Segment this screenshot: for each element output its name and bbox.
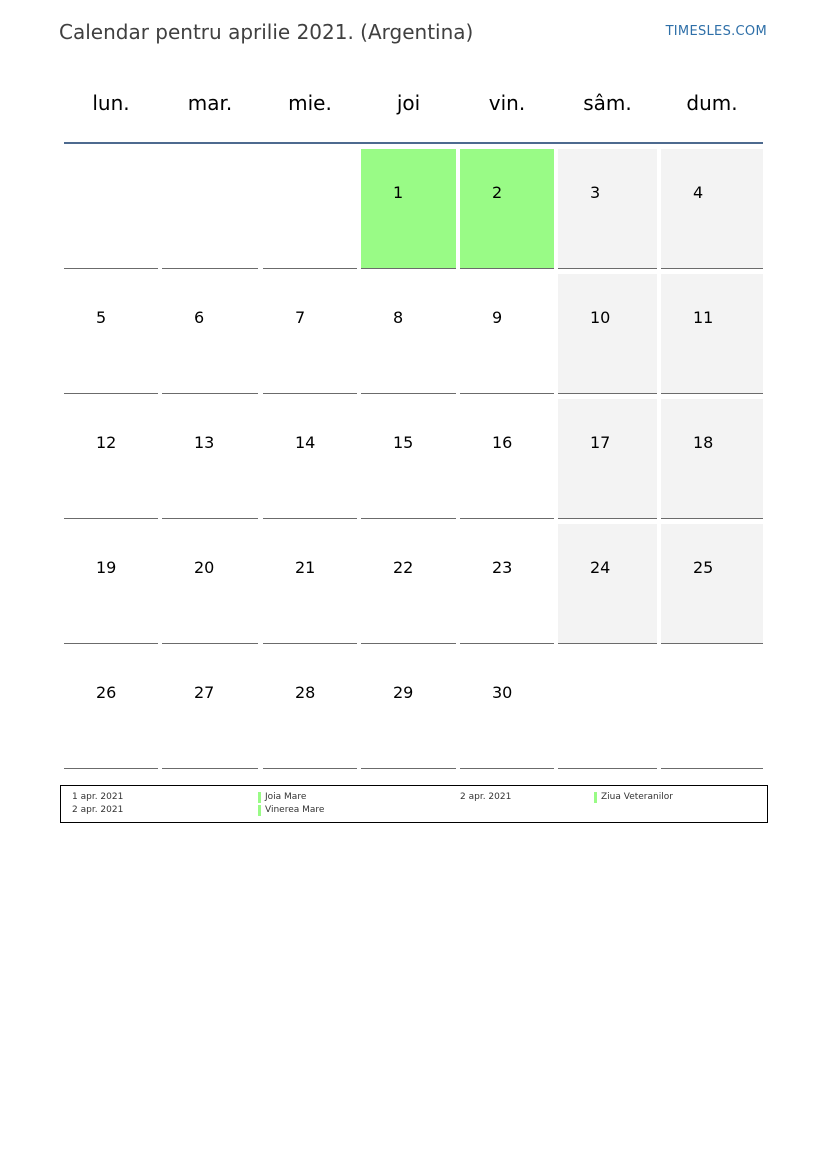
weekday-wednesday: mie. [288, 91, 332, 115]
holiday-day-cell [460, 149, 554, 269]
weekday-tuesday: mar. [187, 91, 233, 115]
day-cell [460, 524, 554, 644]
legend-item-name: Joia Mare [265, 792, 307, 802]
day-cell [361, 274, 456, 394]
day-cell [64, 524, 158, 644]
day-cell [558, 149, 657, 269]
day-cell [558, 274, 657, 394]
empty-day-cell [263, 149, 357, 269]
legend-item-name: Vinerea Mare [265, 805, 325, 815]
day-cell [263, 524, 357, 644]
day-cell [162, 274, 258, 394]
brand-link[interactable]: TIMESLES.COM [665, 24, 767, 39]
day-number: 8 [393, 308, 404, 327]
day-number: 21 [295, 558, 316, 577]
day-number: 11 [693, 308, 714, 327]
empty-day-cell [162, 149, 258, 269]
day-number: 6 [194, 308, 205, 327]
day-number: 20 [194, 558, 215, 577]
day-cell [263, 399, 357, 519]
legend-item-date: 1 apr. 2021 [72, 792, 124, 802]
day-cell [162, 649, 258, 769]
day-number: 1 [393, 183, 404, 202]
day-cell [64, 274, 158, 394]
day-cell [263, 274, 357, 394]
day-number: 2 [492, 183, 503, 202]
weekday-thursday: joi [396, 91, 421, 115]
page-title: Calendar pentru aprilie 2021. (Argentina) [59, 20, 474, 44]
day-number: 17 [590, 433, 611, 452]
day-number: 13 [194, 433, 215, 452]
day-cell [661, 149, 763, 269]
day-number: 30 [492, 683, 513, 702]
day-number: 24 [590, 558, 611, 577]
empty-day-cell [661, 649, 763, 769]
day-number: 4 [693, 183, 704, 202]
day-number: 9 [492, 308, 503, 327]
day-cell [162, 524, 258, 644]
day-cell [460, 399, 554, 519]
day-cell [64, 649, 158, 769]
empty-day-cell [64, 149, 158, 269]
day-number: 15 [393, 433, 414, 452]
day-cell [661, 399, 763, 519]
day-cell [558, 524, 657, 644]
day-cell [558, 399, 657, 519]
day-number: 10 [590, 308, 611, 327]
day-number: 23 [492, 558, 513, 577]
legend-item-name: Ziua Veteranilor [601, 792, 673, 802]
day-number: 22 [393, 558, 414, 577]
day-cell [162, 399, 258, 519]
weekday-saturday: sâm. [583, 91, 632, 115]
day-cell [460, 649, 554, 769]
weekday-sunday: dum. [686, 91, 738, 115]
day-cell [460, 274, 554, 394]
weekday-monday: lun. [92, 91, 130, 115]
holiday-day-cell [361, 149, 456, 269]
day-cell [661, 524, 763, 644]
day-cell [361, 399, 456, 519]
legend-item-date: 2 apr. 2021 [72, 805, 124, 815]
day-number: 26 [96, 683, 117, 702]
holiday-marker [594, 792, 597, 803]
holiday-legend [60, 785, 768, 823]
day-cell [661, 274, 763, 394]
day-cell [64, 399, 158, 519]
legend-item-date: 2 apr. 2021 [460, 792, 512, 802]
day-number: 3 [590, 183, 601, 202]
holiday-marker [258, 792, 261, 803]
day-number: 27 [194, 683, 215, 702]
day-number: 25 [693, 558, 714, 577]
day-cell [361, 649, 456, 769]
weekday-friday: vin. [488, 91, 526, 115]
day-number: 29 [393, 683, 414, 702]
day-number: 18 [693, 433, 714, 452]
day-number: 28 [295, 683, 316, 702]
day-number: 7 [295, 308, 306, 327]
day-number: 14 [295, 433, 316, 452]
day-cell [263, 649, 357, 769]
day-cell [361, 524, 456, 644]
day-number: 16 [492, 433, 513, 452]
empty-day-cell [558, 649, 657, 769]
day-number: 12 [96, 433, 117, 452]
holiday-marker [258, 805, 261, 816]
day-number: 5 [96, 308, 107, 327]
day-number: 19 [96, 558, 117, 577]
